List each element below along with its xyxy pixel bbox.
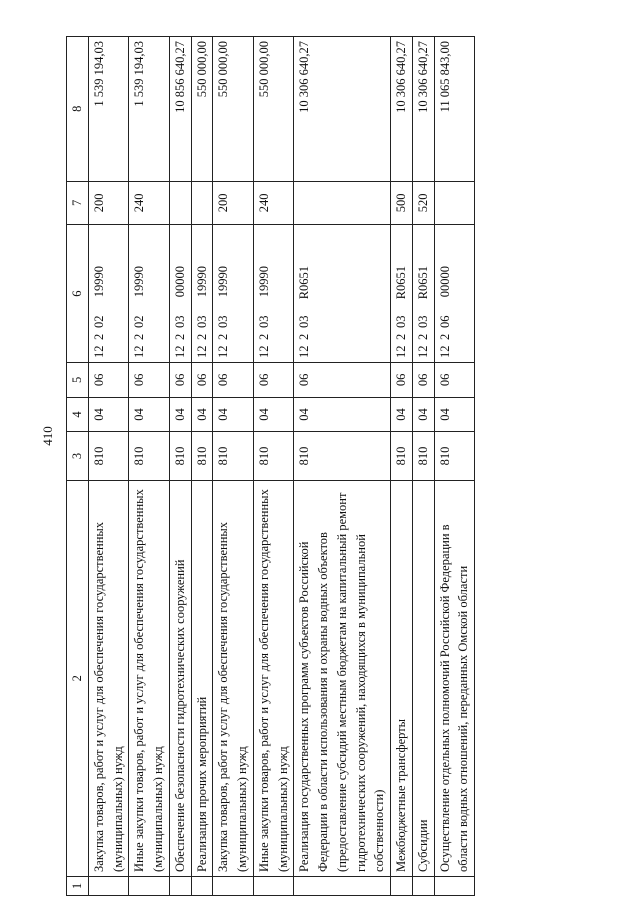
table-row (391, 37, 413, 896)
section-code-cell: 04 (169, 397, 191, 432)
header-cell: 3 (67, 432, 89, 480)
expense-type-cell (434, 181, 475, 225)
amount-cell: 550 000,00 (213, 37, 254, 182)
expense-type-cell: 500 (391, 181, 413, 225)
header-cell: 2 (67, 480, 89, 876)
expense-type-cell (294, 181, 391, 225)
section-code-cell: 04 (191, 397, 213, 432)
expense-type-cell (191, 181, 213, 225)
section-code-cell: 04 (129, 397, 170, 432)
target-article-part: 12 (394, 345, 408, 358)
subsection-code-cell: 06 (434, 362, 475, 397)
amount-cell: 1 539 194,03 (88, 37, 129, 182)
row-number-cell (213, 876, 254, 895)
grbs-code-cell: 810 (253, 432, 294, 480)
item-name-cell: Осуществление отдельных полномочий Российской Федерации в области водных отношений, переданных Омской области (434, 480, 475, 876)
table-header-row (67, 37, 89, 896)
target-article-cell (169, 225, 191, 363)
target-article-cell (191, 225, 213, 363)
grbs-code-cell: 810 (129, 432, 170, 480)
target-article-cell (434, 225, 475, 363)
target-article-part: 2 (297, 333, 312, 340)
row-number-cell (191, 876, 213, 895)
target-article-part: 19990 (91, 265, 106, 298)
target-article-cell (412, 225, 434, 363)
grbs-code-cell: 810 (191, 432, 213, 480)
section-code-cell: 04 (253, 397, 294, 432)
header-cell: 6 (67, 225, 89, 363)
target-article-part: 12 (194, 345, 209, 358)
table-row (169, 37, 191, 896)
grbs-code-cell: 810 (88, 432, 129, 480)
item-name-cell: Иные закупки товаров, работ и услуг для обеспечения государственных (муниципальных) нужд (253, 480, 294, 876)
target-article-part: 2 (415, 333, 430, 340)
target-article-part: 03 (172, 315, 187, 328)
item-name-cell: Обеспечение безопасности гидротехнических сооружений (169, 480, 191, 876)
header-cell: 7 (67, 181, 89, 225)
table-row (88, 37, 129, 896)
row-number-cell (412, 876, 434, 895)
section-code-cell: 04 (88, 397, 129, 432)
target-article-part: 19990 (256, 265, 271, 298)
target-article-part: 2 (437, 333, 452, 340)
row-number-cell (88, 876, 129, 895)
target-article-cell (129, 225, 170, 363)
target-article-part: 12 (256, 345, 271, 358)
subsection-code-cell: 06 (294, 362, 391, 397)
page-number: 410 (40, 426, 55, 446)
grbs-code-cell: 810 (434, 432, 475, 480)
section-code-cell: 04 (391, 397, 413, 432)
subsection-code-cell: 06 (253, 362, 294, 397)
subsection-code-cell: 06 (169, 362, 191, 397)
table-row (129, 37, 170, 896)
amount-cell: 10 306 640,27 (294, 37, 391, 182)
expense-type-cell: 240 (253, 181, 294, 225)
target-article-part: 03 (194, 315, 209, 328)
row-number-cell (129, 876, 170, 895)
item-name-cell: Реализация прочих мероприятий (191, 480, 213, 876)
target-article-part: 2 (91, 333, 106, 340)
subsection-code-cell: 06 (391, 362, 413, 397)
subsection-code-cell: 06 (213, 362, 254, 397)
target-article-part: 02 (132, 315, 147, 328)
target-article-cell (294, 225, 391, 363)
table-row (412, 37, 434, 896)
target-article-cell (213, 225, 254, 363)
item-name-cell: Закупка товаров, работ и услуг для обеспечения государственных (муниципальных) нужд (213, 480, 254, 876)
expense-type-cell: 200 (213, 181, 254, 225)
target-article-part: 02 (91, 315, 106, 328)
target-article-part: 12 (91, 345, 106, 358)
budget-table (66, 36, 475, 896)
grbs-code-cell: 810 (213, 432, 254, 480)
grbs-code-cell: 810 (391, 432, 413, 480)
section-code-cell: 04 (213, 397, 254, 432)
row-number-cell (434, 876, 475, 895)
item-name-cell: Реализация государственных программ субъектов Российской Федерации в области использования и охраны водных объектов (предоставление субсидий местным бюджетам на капитальный ремонт гидротехнических сооружений, находящихся в муниципальной собственности) (294, 480, 391, 876)
amount-cell: 1 539 194,03 (129, 37, 170, 182)
section-code-cell: 04 (434, 397, 475, 432)
header-cell: 5 (67, 362, 89, 397)
table-row (294, 37, 391, 896)
subsection-code-cell: 06 (412, 362, 434, 397)
target-article-cell (391, 225, 413, 363)
expense-type-cell: 200 (88, 181, 129, 225)
landscape-content (40, 0, 520, 896)
amount-cell: 550 000,00 (253, 37, 294, 182)
subsection-code-cell: 06 (129, 362, 170, 397)
target-article-part: 03 (394, 315, 408, 328)
item-name-cell: Субсидии (412, 480, 434, 876)
target-article-part: 12 (216, 345, 231, 358)
header-cell: 4 (67, 397, 89, 432)
target-article-part: 03 (415, 315, 430, 328)
amount-cell: 550 000,00 (191, 37, 213, 182)
target-article-part: 03 (297, 315, 312, 328)
target-article-part: 12 (415, 345, 430, 358)
target-article-part: 2 (194, 333, 209, 340)
rotated-page-content (40, 36, 520, 896)
subsection-code-cell: 06 (191, 362, 213, 397)
table-row (253, 37, 294, 896)
target-article-cell (253, 225, 294, 363)
row-number-cell (169, 876, 191, 895)
target-article-part: R0651 (394, 265, 408, 300)
item-name-cell: Иные закупки товаров, работ и услуг для обеспечения государственных (муниципальных) нужд (129, 480, 170, 876)
target-article-part: 03 (256, 315, 271, 328)
section-code-cell: 04 (412, 397, 434, 432)
expense-type-cell (169, 181, 191, 225)
target-article-part: R0651 (415, 265, 430, 300)
target-article-part: 00000 (172, 265, 187, 298)
table-row (434, 37, 475, 896)
subsection-code-cell: 06 (88, 362, 129, 397)
expense-type-cell: 240 (129, 181, 170, 225)
table-row (191, 37, 213, 896)
table-row (213, 37, 254, 896)
target-article-part: 12 (132, 345, 147, 358)
target-article-part: 12 (297, 345, 312, 358)
grbs-code-cell: 810 (412, 432, 434, 480)
target-article-part: 00000 (437, 265, 452, 298)
target-article-part: 2 (394, 333, 408, 340)
target-article-part: 2 (172, 333, 187, 340)
header-cell: 1 (67, 876, 89, 895)
target-article-part: 12 (437, 345, 452, 358)
grbs-code-cell: 810 (169, 432, 191, 480)
amount-cell: 11 065 843,00 (434, 37, 475, 182)
target-article-part: 2 (132, 333, 147, 340)
item-name-cell: Межбюджетные трансферты (391, 480, 413, 876)
target-article-part: 12 (172, 345, 187, 358)
section-code-cell: 04 (294, 397, 391, 432)
row-number-cell (253, 876, 294, 895)
row-number-cell (391, 876, 413, 895)
target-article-part: 2 (256, 333, 271, 340)
target-article-part: 19990 (132, 265, 147, 298)
amount-cell: 10 306 640,27 (412, 37, 434, 182)
amount-cell: 10 306 640,27 (391, 37, 413, 182)
target-article-part: R0651 (297, 265, 312, 300)
item-name-cell: Закупка товаров, работ и услуг для обеспечения государственных (муниципальных) нужд (88, 480, 129, 876)
target-article-part: 19990 (194, 265, 209, 298)
amount-cell: 10 856 640,27 (169, 37, 191, 182)
row-number-cell (294, 876, 391, 895)
target-article-part: 03 (216, 315, 231, 328)
grbs-code-cell: 810 (294, 432, 391, 480)
header-cell: 8 (67, 37, 89, 182)
target-article-cell (88, 225, 129, 363)
target-article-part: 2 (216, 333, 231, 340)
target-article-part: 19990 (216, 265, 231, 298)
expense-type-cell: 520 (412, 181, 434, 225)
target-article-part: 06 (437, 315, 452, 328)
